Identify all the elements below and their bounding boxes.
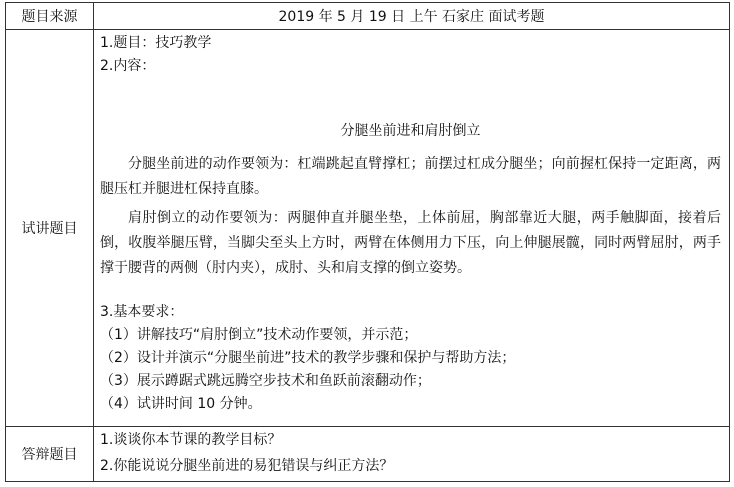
requirement-item: （3）展示蹲踞式跳远腾空步技术和鱼跃前滚翻动作；: [100, 373, 431, 389]
defense-question: 1.谈谈你本节课的教学目标？: [100, 432, 282, 448]
requirement-item: （2）设计并演示“分腿坐前进”技术的教学步骤和保护与帮助方法；: [100, 350, 516, 366]
requirements-heading: 3.基本要求：: [100, 304, 184, 320]
requirement-item: （1）讲解技巧“肩肘倒立”技术动作要领，并示范；: [100, 327, 418, 343]
defense-content: [94, 427, 730, 482]
defense-question: 2.你能说说分腿坐前进的易犯错误与纠正方法？: [100, 458, 394, 474]
source-value: 2019 年 5 月 19 日 上午 石家庄 面试考题: [94, 3, 730, 30]
lecture-row: [6, 30, 730, 427]
content-heading: 2.内容：: [100, 58, 156, 74]
source-label: 题目来源: [6, 3, 94, 30]
paragraph-split-sit: 分腿坐前进的动作要领为：杠端跳起直臂撑杠；前摆过杠成分腿坐；向前握杠保持一定距离，两腿压杠并腿进杠保持直膝。: [100, 156, 721, 197]
lecture-content: [94, 30, 730, 427]
topic-line: 1.题目：技巧教学: [100, 35, 212, 51]
requirement-item: （4）试讲时间 10 分钟。: [100, 396, 262, 412]
source-row: [6, 3, 730, 30]
paragraph-shoulder-stand: 肩肘倒立的动作要领为：两腿伸直并腿坐垫，上体前屈，胸部靠近大腿，两手触脚面，接着后倒，收腹举腿压臂，当脚尖至头上方时，两臂在体侧用力下压，向上伸腿展髋，同时两臂屈肘，两手撑于腰背的两侧（肘内夹），成肘、头和肩支撑的倒立姿势。: [100, 210, 721, 276]
defense-row: [6, 427, 730, 482]
defense-label: 答辩题目: [6, 427, 94, 482]
exam-table: [5, 2, 730, 482]
content-title: 分腿坐前进和肩肘倒立: [340, 123, 481, 139]
lecture-label: 试讲题目: [6, 30, 94, 427]
